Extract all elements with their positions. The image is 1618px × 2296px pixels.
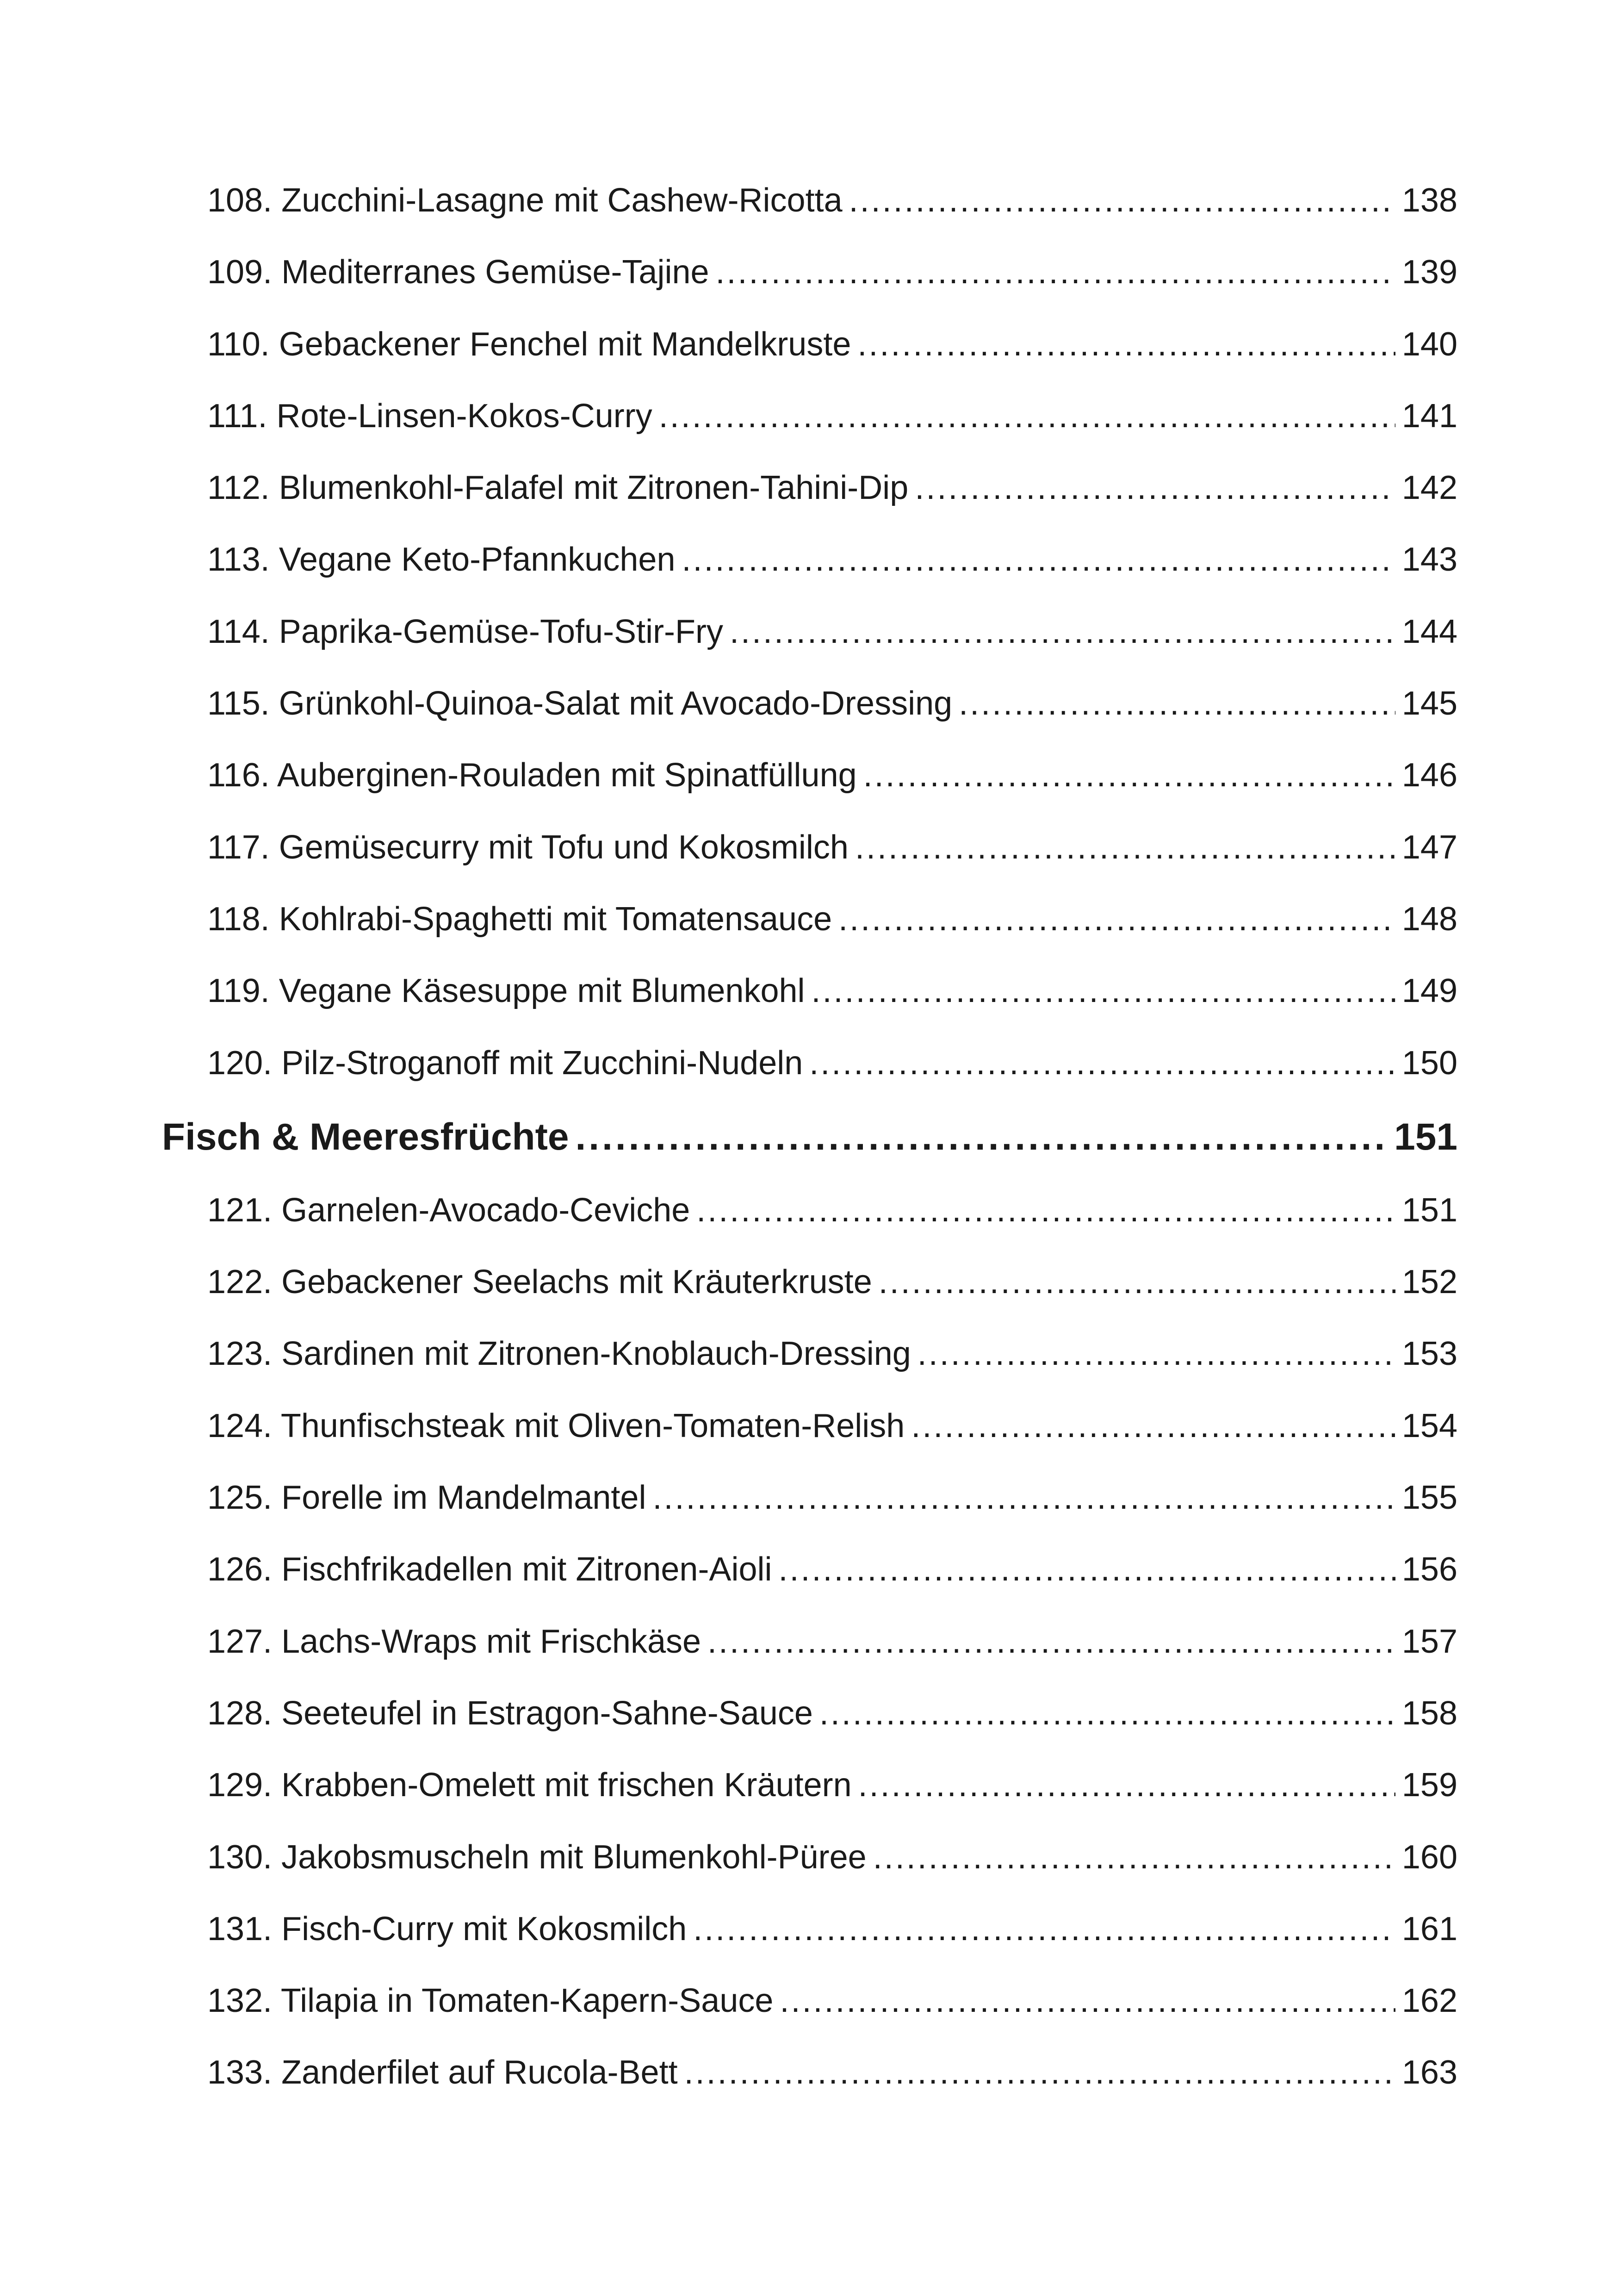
table-of-contents xyxy=(162,165,1457,2109)
toc-entry-title: 133. Zanderfilet auf Rucola-Bett xyxy=(207,2054,678,2091)
toc-page-number: 147 xyxy=(1401,828,1457,866)
toc-page-number: 149 xyxy=(1401,972,1457,1010)
toc-dot-leader xyxy=(684,2037,1395,2109)
toc-page-number: 152 xyxy=(1401,1263,1457,1301)
toc-dot-leader xyxy=(652,1462,1395,1534)
toc-entry-title: 123. Sardinen mit Zitronen-Knoblauch-Dressing xyxy=(207,1335,911,1373)
toc-entry-title: 130. Jakobsmuscheln mit Blumenkohl-Püree xyxy=(207,1838,867,1876)
toc-page-number: 154 xyxy=(1401,1407,1457,1444)
toc-page-number: 151 xyxy=(1401,1191,1457,1229)
toc-page-number: 144 xyxy=(1401,613,1457,650)
toc-entry[interactable] xyxy=(162,1462,1457,1534)
toc-entry[interactable] xyxy=(162,1175,1457,1246)
toc-dot-leader xyxy=(707,1606,1395,1678)
toc-dot-leader xyxy=(917,1318,1395,1390)
toc-page-number: 148 xyxy=(1401,900,1457,938)
toc-entry[interactable] xyxy=(162,1822,1457,1893)
toc-dot-leader xyxy=(730,596,1395,668)
toc-entry[interactable] xyxy=(162,740,1457,811)
toc-entry-title: 128. Seeteufel in Estragon-Sahne-Sauce xyxy=(207,1694,813,1732)
toc-entry-title: 111. Rote-Linsen-Kokos-Curry xyxy=(207,397,652,435)
toc-dot-leader xyxy=(915,452,1395,524)
toc-entry-title: 120. Pilz-Stroganoff mit Zucchini-Nudeln xyxy=(207,1044,803,1082)
toc-entry[interactable] xyxy=(162,380,1457,452)
toc-dot-leader xyxy=(682,524,1395,596)
toc-page-number: 161 xyxy=(1401,1910,1457,1948)
toc-dot-leader xyxy=(696,1175,1395,1246)
toc-entry-title: 121. Garnelen-Avocado-Ceviche xyxy=(207,1191,690,1229)
toc-entry-title: 129. Krabben-Omelett mit frischen Kräutern xyxy=(207,1767,852,1804)
toc-entry-title: 118. Kohlrabi-Spaghetti mit Tomatensauce xyxy=(207,900,832,938)
toc-entry[interactable] xyxy=(162,524,1457,596)
toc-page-number: 160 xyxy=(1401,1838,1457,1876)
toc-entry[interactable] xyxy=(162,955,1457,1027)
toc-section-heading[interactable] xyxy=(162,1099,1457,1175)
toc-page-number: 143 xyxy=(1401,541,1457,579)
toc-entry[interactable] xyxy=(162,812,1457,884)
toc-entry[interactable] xyxy=(162,236,1457,308)
toc-page-number: 157 xyxy=(1401,1623,1457,1660)
toc-dot-leader xyxy=(812,955,1395,1027)
toc-entry[interactable] xyxy=(162,1027,1457,1099)
toc-dot-leader xyxy=(879,1246,1395,1318)
toc-entry[interactable] xyxy=(162,596,1457,668)
toc-entry-title: 124. Thunfischsteak mit Oliven-Tomaten-Relish xyxy=(207,1407,905,1444)
toc-dot-leader xyxy=(809,1027,1395,1099)
toc-entry-title: 126. Fischfrikadellen mit Zitronen-Aioli xyxy=(207,1551,772,1588)
toc-entry[interactable] xyxy=(162,2037,1457,2109)
toc-entry[interactable] xyxy=(162,165,1457,236)
toc-entry[interactable] xyxy=(162,1318,1457,1390)
toc-dot-leader xyxy=(819,1678,1395,1749)
toc-page-number: 140 xyxy=(1401,325,1457,363)
toc-entry[interactable] xyxy=(162,1749,1457,1821)
toc-page-number: 153 xyxy=(1401,1335,1457,1373)
toc-entry[interactable] xyxy=(162,1534,1457,1605)
toc-entry-title: 132. Tilapia in Tomaten-Kapern-Sauce xyxy=(207,1982,774,2020)
toc-dot-leader xyxy=(873,1822,1395,1893)
toc-dot-leader xyxy=(838,884,1395,955)
toc-entry[interactable] xyxy=(162,668,1457,740)
toc-dot-leader xyxy=(849,165,1395,236)
toc-page-number: 142 xyxy=(1401,469,1457,507)
toc-page-number: 138 xyxy=(1401,182,1457,219)
toc-page-number: 155 xyxy=(1401,1479,1457,1517)
toc-entry[interactable] xyxy=(162,1246,1457,1318)
toc-dot-leader xyxy=(857,309,1395,380)
toc-entry-title: 116. Auberginen-Rouladen mit Spinatfüllung xyxy=(207,757,857,794)
toc-entry[interactable] xyxy=(162,1606,1457,1678)
toc-entry-title: 112. Blumenkohl-Falafel mit Zitronen-Tahini-Dip xyxy=(207,469,909,507)
toc-entry-title: 119. Vegane Käsesuppe mit Blumenkohl xyxy=(207,972,805,1010)
toc-entry[interactable] xyxy=(162,1965,1457,2037)
toc-page-number: 146 xyxy=(1401,757,1457,794)
toc-dot-leader xyxy=(863,740,1395,811)
toc-entry-title: 109. Mediterranes Gemüse-Tajine xyxy=(207,254,709,291)
toc-dot-leader xyxy=(855,812,1395,884)
toc-entry[interactable] xyxy=(162,884,1457,955)
toc-entry-title: 110. Gebackener Fenchel mit Mandelkruste xyxy=(207,325,851,363)
toc-entry-title: 115. Grünkohl-Quinoa-Salat mit Avocado-Dressing xyxy=(207,685,953,722)
toc-page-number: 145 xyxy=(1401,685,1457,722)
toc-entry-title: 113. Vegane Keto-Pfannkuchen xyxy=(207,541,676,579)
toc-dot-leader xyxy=(716,236,1395,308)
toc-section-title: Fisch & Meeresfrüchte xyxy=(162,1115,569,1158)
toc-page-number: 163 xyxy=(1401,2054,1457,2091)
toc-dot-leader xyxy=(659,380,1395,452)
toc-page-number: 159 xyxy=(1401,1767,1457,1804)
toc-entry[interactable] xyxy=(162,452,1457,524)
toc-dot-leader xyxy=(693,1893,1395,1965)
toc-dot-leader xyxy=(959,668,1395,740)
toc-page-number: 150 xyxy=(1401,1044,1457,1082)
toc-entry-title: 114. Paprika-Gemüse-Tofu-Stir-Fry xyxy=(207,613,723,650)
toc-dot-leader xyxy=(911,1390,1395,1462)
toc-entry[interactable] xyxy=(162,1678,1457,1749)
toc-dot-leader xyxy=(778,1534,1395,1605)
toc-entry-title: 122. Gebackener Seelachs mit Kräuterkruste xyxy=(207,1263,872,1301)
toc-entry-title: 108. Zucchini-Lasagne mit Cashew-Ricotta xyxy=(207,182,843,219)
toc-page-number: 151 xyxy=(1394,1115,1457,1158)
toc-dot-leader xyxy=(780,1965,1395,2037)
toc-dot-leader xyxy=(858,1749,1395,1821)
toc-entry-title: 127. Lachs-Wraps mit Frischkäse xyxy=(207,1623,701,1660)
toc-dot-leader xyxy=(576,1099,1388,1175)
toc-page-number: 156 xyxy=(1401,1551,1457,1588)
toc-entry-title: 125. Forelle im Mandelmantel xyxy=(207,1479,646,1517)
toc-entry-title: 131. Fisch-Curry mit Kokosmilch xyxy=(207,1910,687,1948)
toc-entry[interactable] xyxy=(162,309,1457,380)
toc-entry-title: 117. Gemüsecurry mit Tofu und Kokosmilch xyxy=(207,828,849,866)
toc-page-number: 158 xyxy=(1401,1694,1457,1732)
toc-entry[interactable] xyxy=(162,1390,1457,1462)
toc-entry[interactable] xyxy=(162,1893,1457,1965)
toc-page-number: 141 xyxy=(1401,397,1457,435)
toc-page-number: 139 xyxy=(1401,254,1457,291)
toc-page-number: 162 xyxy=(1401,1982,1457,2020)
